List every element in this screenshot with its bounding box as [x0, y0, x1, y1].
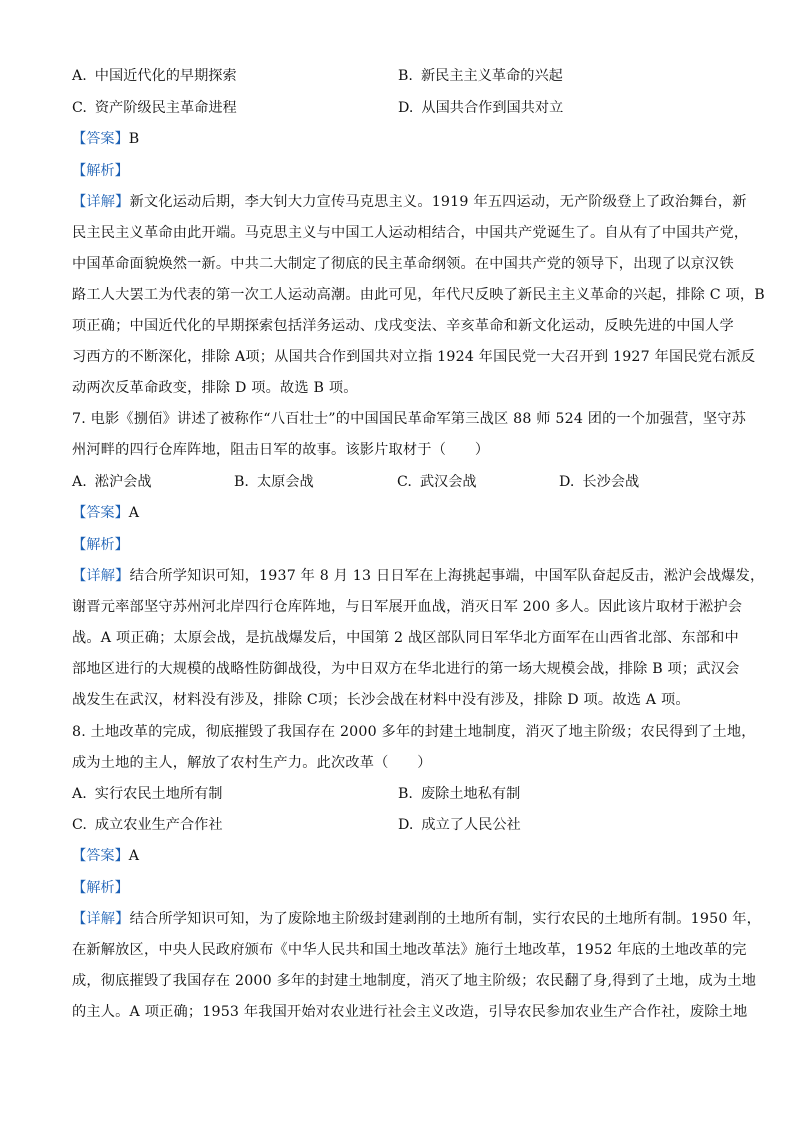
option-text: 中国近代化的早期探索 [94, 68, 237, 84]
q6-detail-line-6: 习西方的不断深化，排除 A项；从国共合作到国共对立指 1924 年国民党一大召开到 1927 年国民党右派反 [72, 349, 756, 365]
q6-option-d [398, 98, 563, 118]
answer-value: B [128, 131, 140, 147]
detail-tag: 【详解】 [72, 911, 130, 927]
option-key: C. [72, 100, 87, 116]
q6-detail-line-7: 动两次反革命政变，排除 D 项。故选 B 项。 [72, 380, 358, 396]
answer-tag: 【答案】 [72, 505, 129, 521]
answer-value: A [128, 505, 140, 521]
q7-option-b [234, 472, 314, 492]
q6-option-a [72, 66, 237, 86]
option-text: 废除土地私有制 [420, 786, 521, 802]
q8-option-d [398, 815, 521, 835]
option-text: 淞沪会战 [94, 474, 152, 490]
q7-detail-line-2: 谢晋元率部坚守苏州河北岸四行仓库阵地，与日军展开血战，消灭日军 200 多人。因此该片取材于淞护会 [72, 599, 743, 615]
option-text: 从国共合作到国共对立 [421, 100, 564, 116]
option-text: 新民主主义革命的兴起 [420, 68, 563, 84]
detail-text: 结合所学知识可知，为了废除地主阶级封建剥削的土地所有制，实行农民的土地所有制。1950 年， [129, 911, 762, 927]
q7-stem-line-2: 州河畔的四行仓库阵地，阻击日军的故事。该影片取材于（ ） [72, 442, 490, 458]
q7-detail-line-3: 战。A 项正确；太原会战，是抗战爆发后，中国第 2 战区部队同日军华北方面军在山西省北部、东部和中 [72, 630, 739, 646]
q6-detail-line-5: 项正确；中国近代化的早期探索包括洋务运动、戊戌变法、辛亥革命和新文化运动，反映先进的中国人学 [72, 318, 734, 334]
q6-analysis-heading [72, 161, 129, 181]
q8-answer [72, 846, 139, 866]
option-key: B. [234, 474, 249, 490]
q7-answer [72, 503, 139, 523]
q7-detail-line-1 [72, 566, 765, 586]
q7-option-a [72, 472, 152, 492]
option-key: B. [398, 68, 413, 84]
option-text: 资产阶级民主革命进程 [94, 100, 237, 116]
q8-stem-line-2: 成为土地的主人，解放了农村生产力。此次改革（ ） [72, 755, 432, 771]
q8-stem-line-1: 8. 土地改革的完成，彻底摧毁了我国存在 2000 多年的封建土地制度，消灭了地主阶级；农民得到了土地， [72, 724, 756, 740]
q6-answer [72, 129, 139, 149]
q6-option-c [72, 98, 237, 118]
analysis-tag: 【解析】 [72, 537, 129, 553]
option-text: 成立了人民公社 [421, 817, 521, 833]
q8-detail-line-3: 成，彻底摧毁了我国存在 2000 多年的封建土地制度，消灭了地主阶级；农民翻了身,得到了土地，成为土地 [72, 973, 757, 989]
q7-detail-line-4: 部地区进行的大规模的战略性防御战役，为中日双方在华北进行的第一场大规模会战，排除 B 项；武汉会 [72, 661, 740, 677]
answer-tag: 【答案】 [72, 131, 129, 147]
q8-detail-line-2: 在新解放区，中央人民政府颁布《中华人民共和国土地改革法》施行土地改革，1952 年底的土地改革的完 [72, 942, 747, 958]
option-key: D. [559, 474, 575, 490]
q8-option-c [72, 815, 223, 835]
q6-option-b [398, 66, 563, 86]
q6-detail-line-4: 路工人大罢工为代表的第一次工人运动高潮。由此可见，年代尺反映了新民主主义革命的兴起，排除 C 项，B [72, 287, 765, 303]
option-key: C. [72, 817, 87, 833]
option-text: 成立农业生产合作社 [94, 817, 223, 833]
q6-detail-line-3: 中国革命面貌焕然一新。中共二大制定了彻底的民主革命纲领。在中国共产党的领导下，出现了以京汉铁 [72, 256, 734, 272]
option-text: 长沙会战 [582, 474, 640, 490]
q7-analysis-heading [72, 535, 129, 555]
option-key: B. [398, 786, 413, 802]
option-key: C. [397, 474, 412, 490]
q6-detail-line-1 [72, 192, 747, 212]
option-key: A. [72, 68, 87, 84]
detail-text: 新文化运动后期，李大钊大力宣传马克思主义。1919 年五四运动，无产阶级登上了政治舞台，新 [129, 194, 747, 210]
q8-detail-line-4: 的主人。A 项正确；1953 年我国开始对农业进行社会主义改造，引导农民参加农业生产合作社，废除土地 [72, 1004, 748, 1020]
detail-text: 结合所学知识可知，1937 年 8 月 13 日日军在上海挑起事端，中国军队奋起反击，淞沪会战爆发， [129, 568, 765, 584]
q8-detail-line-1 [72, 909, 762, 929]
analysis-tag: 【解析】 [72, 880, 129, 896]
answer-value: A [128, 848, 140, 864]
detail-tag: 【详解】 [72, 568, 130, 584]
option-key: A. [72, 786, 87, 802]
q8-option-b [398, 784, 520, 804]
q7-stem-line-1: 7. 电影《捌佰》讲述了被称作“八百壮士”的中国国民革命军第三战区 88 师 524 团的一个加强营，坚守苏 [72, 411, 747, 427]
q7-option-d [559, 472, 639, 492]
q8-analysis-heading [72, 878, 129, 898]
q7-option-c [397, 472, 477, 492]
q8-option-a [72, 784, 222, 804]
option-text: 太原会战 [256, 474, 314, 490]
option-text: 武汉会战 [419, 474, 477, 490]
analysis-tag: 【解析】 [72, 163, 129, 179]
answer-tag: 【答案】 [72, 848, 129, 864]
detail-tag: 【详解】 [72, 194, 130, 210]
option-key: D. [398, 817, 414, 833]
q6-detail-line-2: 民主民主义革命由此开端。马克思主义与中国工人运动相结合，中国共产党诞生了。自从有了中国共产党， [72, 225, 749, 241]
option-key: A. [72, 474, 87, 490]
option-text: 实行农民土地所有制 [94, 786, 223, 802]
q7-detail-line-5: 战发生在武汉，材料没有涉及，排除 C项；长沙会战在材料中没有涉及，排除 D 项。故选 A 项。 [72, 692, 690, 708]
option-key: D. [398, 100, 414, 116]
